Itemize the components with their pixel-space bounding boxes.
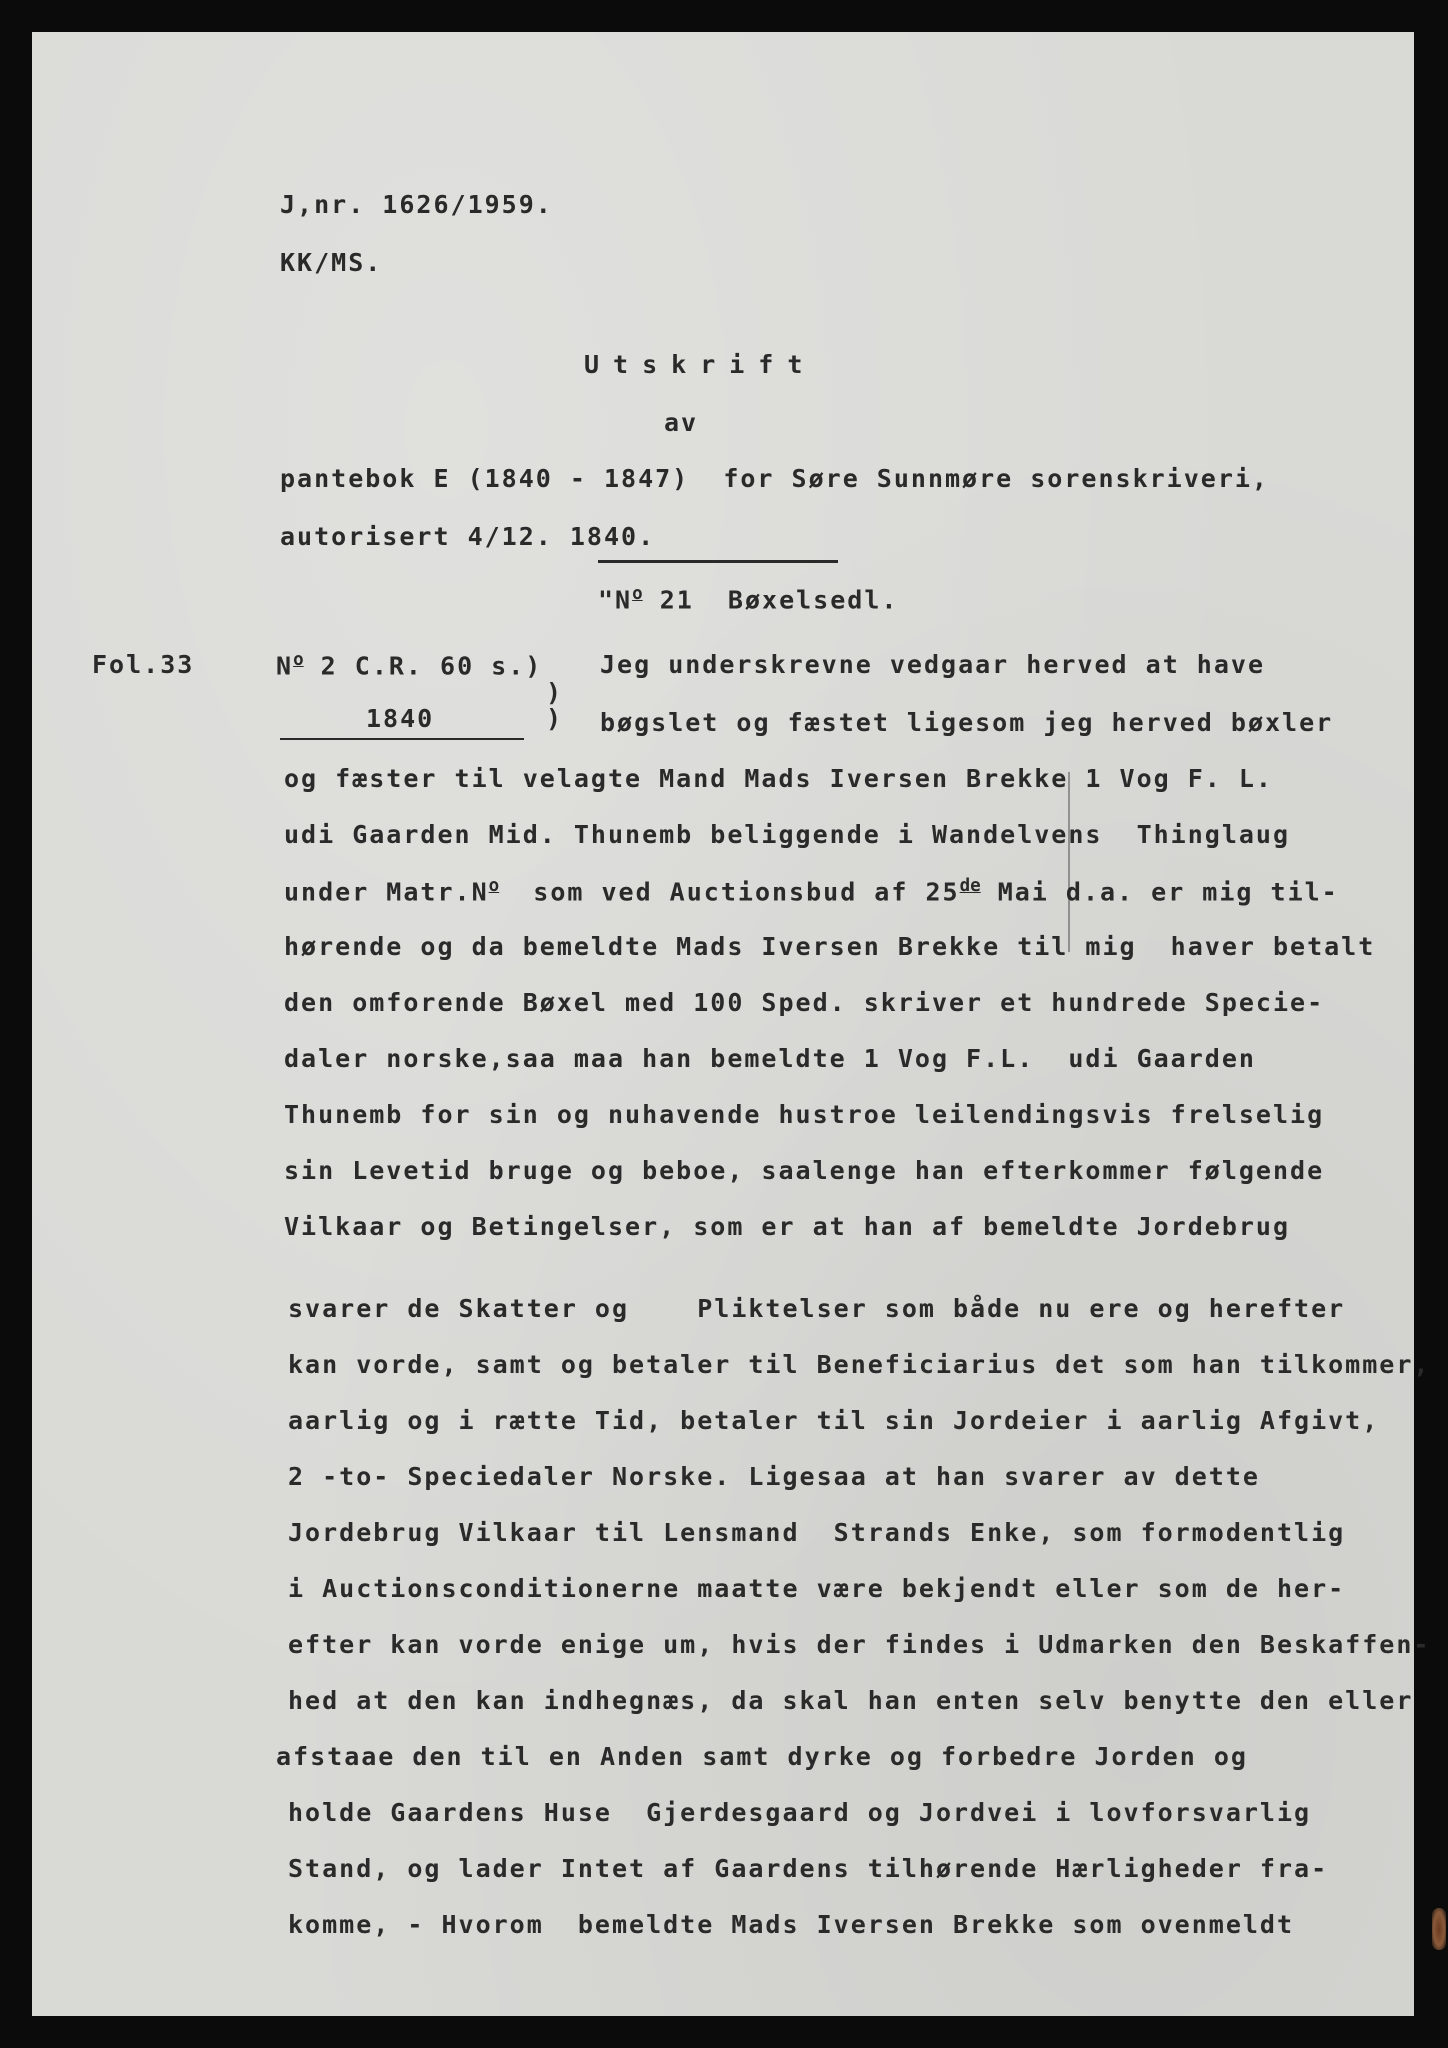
entry-number: "$N^o$ 21 Bøxelsedl. [598,584,899,615]
body-line-14: aarlig og i rætte Tid, betaler til sin Jordeier i aarlig Afgivt, [288,1406,1380,1435]
body-line-4: udi Gaarden Mid. Thunemb beliggende i Wandelvens Thinglaug [284,820,1291,849]
heading-av: av [664,408,699,437]
document-heading: Utskrift [584,350,817,379]
body-line-22: Stand, og lader Intet af Gaardens tilhørende Hærligheder fra- [288,1854,1329,1883]
body-line-2: bøgslet og fæstet ligesom jeg herved bøxler [600,708,1334,737]
body-line-13: kan vorde, samt og betaler til Beneficiarius det som han tilkommer, [288,1350,1431,1379]
source-line: pantebok E (1840 - 1847) for Søre Sunnmøre sorenskriveri, [280,464,1269,493]
body-line-10: sin Levetid bruge og beboe, saalenge han efterkommer følgende [284,1156,1325,1185]
body-line-9: Thunemb for sin og nuhavende hustroe leilendingsvis frelselig [284,1100,1325,1129]
margin-year-bracket: ) [546,704,564,733]
body-line-20: afstaae den til en Anden samt dyrke og forbedre Jorden og [276,1742,1248,1771]
body-line-11: Vilkaar og Betingelser, som er at han af bemeldte Jordebrug [284,1212,1291,1241]
folio-reference: Fol.33 [92,650,195,679]
body-line-7: den omforende Bøxel med 100 Sped. skriver et hundrede Specie- [284,988,1325,1017]
journal-number: J,nr. 1626/1959. [280,190,553,219]
body-line-3: og fæster til velagte Mand Mads Iversen Brekke 1 Vog F. L. [284,764,1273,793]
body-line-23: komme, - Hvorom bemeldte Mads Iversen Brekke som ovenmeldt [288,1910,1295,1939]
heading-underline [598,560,838,563]
margin-bracket: ) [546,678,564,707]
body-line-19: hed at den kan indhegnæs, da skal han enten selv benytte den eller [288,1686,1414,1715]
margin-year: 1840 [366,704,435,733]
body-line-15: 2 -to- Speciedaler Norske. Ligesaa at han svarer av dette [288,1462,1260,1491]
margin-year-underline [280,738,524,740]
body-line-5: under $Matr.N^o$ som ved Auctionsbud af 25de Mai d.a. er mig til- [284,876,1339,907]
body-line-6: hørende og da bemeldte Mads Iversen Brekke til mig haver betalt [284,932,1376,961]
body-line-18: efter kan vorde enige um, hvis der findes i Udmarken den Beskaffen- [288,1630,1431,1659]
body-line-21: holde Gaardens Huse Gjerdesgaard og Jordvei i lovforsvarlig [288,1798,1312,1827]
body-line-12: svarer de Skatter og Pliktelser som både nu ere og herefter [288,1294,1346,1323]
body-line-1: Jeg underskrevne vedgaar herved at have [600,650,1265,679]
body-line-17: i Auctionsconditionerne maatte være bekjendt eller som de her- [288,1574,1346,1603]
clerk-initials: KK/MS. [280,248,383,277]
paper-stain [1432,1908,1446,1950]
document-page [32,32,1431,2016]
margin-fee-reference: $N^o$ 2 C.R. 60 s.) [276,650,543,681]
body-line-16: Jordebrug Vilkaar til Lensmand Strands Enke, som formodentlig [288,1518,1346,1547]
margin-pencil-stroke [1068,772,1070,952]
authorisation-line: autorisert 4/12. 1840. [280,522,656,551]
body-line-8: daler norske,saa maa han bemeldte 1 Vog F.L. udi Gaarden [284,1044,1256,1073]
